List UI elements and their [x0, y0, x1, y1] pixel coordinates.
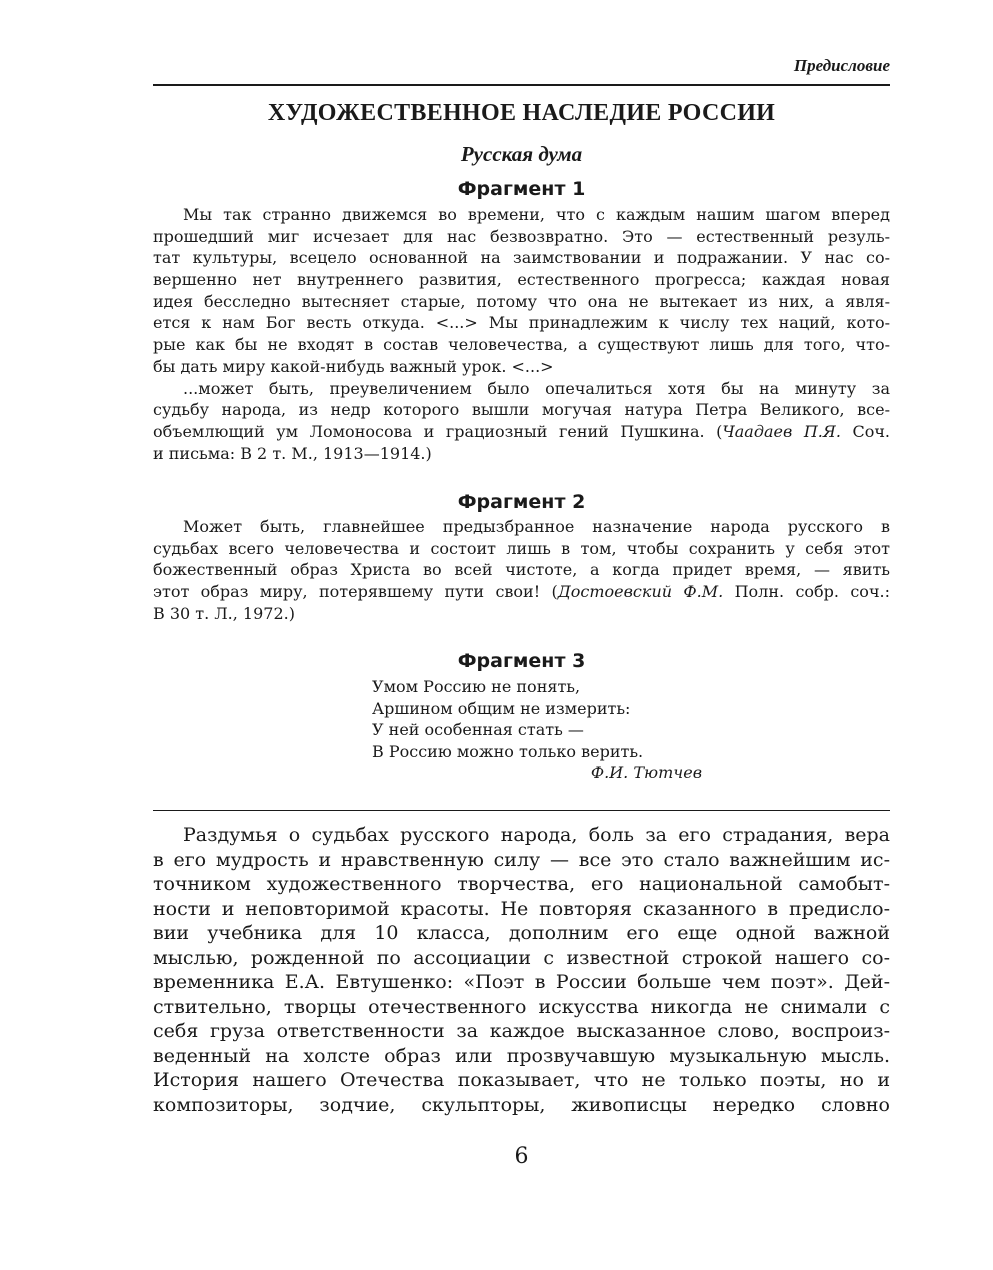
main-text — [153, 823, 890, 1117]
text-line: композиторы, зодчие, скульпторы, живописцы нередко словно — [153, 1093, 890, 1116]
text-line: идея бесследно вытесняет старые, потому что она не вытекает из них, а явля- — [153, 291, 890, 311]
section-divider — [153, 810, 890, 811]
text-line: и письма: В 2 т. М., 1913—1914.) — [153, 443, 432, 463]
poem — [372, 676, 702, 784]
text-line-with-source — [153, 421, 890, 443]
running-head: Предисловие — [793, 56, 890, 75]
fragment-1-text — [153, 204, 890, 464]
text-line: в его мудрость и нравственную силу — все это стало важнейшим ис- — [153, 848, 890, 871]
source-author: Достоевский Ф.М. — [557, 582, 724, 602]
source-author: Чаадаев П.Я. — [722, 421, 841, 441]
poem-author: Ф.И. Тютчев — [590, 763, 702, 782]
text-line: временника Е.А. Евтушенко: «Поэт в России больше чем поэт». Дей- — [153, 971, 890, 993]
poem-line: Аршином общим не измерить: — [372, 698, 631, 718]
text-line-with-source — [153, 581, 890, 603]
text-line: бы дать миру какой-нибудь важный урок. <...> — [153, 356, 554, 376]
text-line: В 30 т. Л., 1972.) — [153, 603, 295, 623]
text-line: рые как бы не входят в состав человечества, а существуют лишь для того, что- — [153, 335, 890, 355]
text-line: прошедший миг исчезает для нас безвозвратно. Это — естественный резуль- — [153, 226, 890, 246]
text-line: Раздумья о судьбах русского народа, боль за его страдания, вера — [183, 824, 890, 846]
text-line: веденный на холсте образ или прозвучавшую музыкальную мысль. — [153, 1044, 890, 1067]
page-title: ХУДОЖЕСТВЕННОЕ НАСЛЕДИЕ РОССИИ — [267, 100, 776, 126]
poem-line: В Россию можно только верить. — [372, 741, 644, 761]
text-line: судьбах всего человечества и состоит лишь в том, чтобы сохранить у себя этот — [153, 538, 890, 558]
text-line: вершенно нет внутреннего развития, естественного прогресса; каждая новая — [153, 270, 890, 290]
poem-line: У ней особенная стать — — [372, 720, 584, 739]
text-line: мыслью, рожденной по ассоциации с известной строкой нашего со- — [153, 946, 890, 969]
text-line: ности и неповторимой красоты. Не повторяя сказанного в предисло- — [153, 897, 890, 920]
fragment-1-heading: Фрагмент 1 — [457, 178, 586, 200]
text-line: История нашего Отечества показывает, что не только поэты, но и — [153, 1069, 890, 1091]
text-line: себя груза ответственности за каждое высказанное слово, воспроиз- — [153, 1020, 890, 1042]
text-line: Может быть, главнейшее предызбранное назначение народа русского в — [183, 517, 890, 536]
text-segment: объемлющий ум Ломоносова и грациозный гений Пушкина. ( — [153, 421, 723, 441]
source-details: Соч. — [840, 421, 890, 441]
fragment-2-heading: Фрагмент 2 — [457, 491, 586, 513]
text-line: Мы так странно движемся во времени, что с каждым нашим шагом вперед — [183, 205, 890, 224]
text-line: божественный образ Христа во всей чистоте, а когда придет время, — явить — [153, 560, 890, 580]
header-rule — [153, 84, 890, 86]
fragment-2-text — [153, 516, 890, 624]
text-line: тат культуры, всецело основанной на заимствовании и подражании. У нас со- — [153, 248, 890, 268]
text-line: вии учебника для 10 класса, дополним его еще одной важной — [153, 922, 890, 944]
source-details: Полн. собр. соч.: — [723, 582, 890, 602]
text-line: ...может быть, преувеличением было опечалиться хотя бы на минуту за — [183, 378, 890, 398]
page-number: 6 — [514, 1144, 529, 1169]
text-segment: этот образ миру, потерявшему пути свои! ( — [153, 582, 558, 602]
text-line: точником художественного творчества, его национальной самобыт- — [153, 873, 890, 895]
text-line: ствительно, творцы отечественного искусства никогда не снимали с — [153, 995, 890, 1018]
text-line: ется к нам Бог весть откуда. <...> Мы принадлежим к числу тех наций, кото- — [153, 313, 890, 333]
text-line: судьбу народа, из недр которого вышли могучая натура Петра Великого, все- — [153, 400, 890, 420]
poem-line: Умом Россию не понять, — [372, 677, 581, 696]
fragment-3-heading: Фрагмент 3 — [457, 650, 586, 672]
page-subtitle: Русская дума — [460, 142, 583, 166]
